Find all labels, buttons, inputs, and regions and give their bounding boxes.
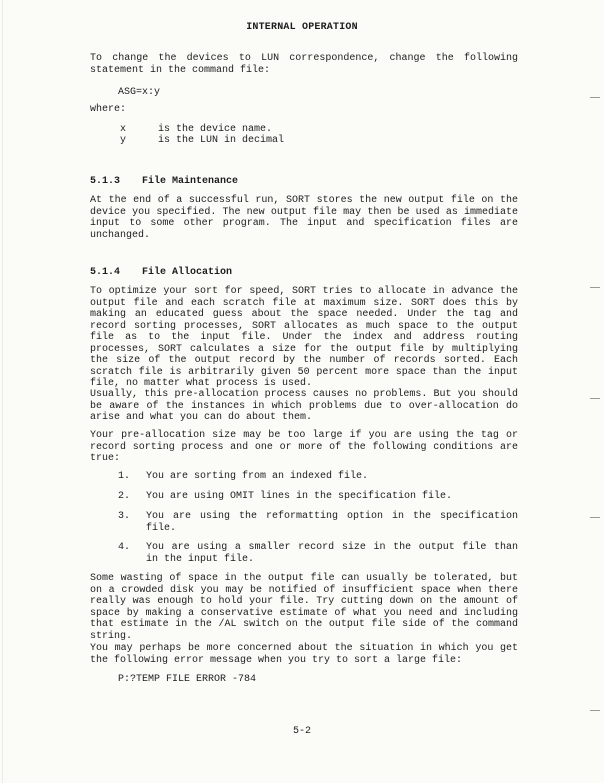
section-514-paragraph-4: Some wasting of space in the output file can usually be tolerated, but on a crowded disk you may be notified of insufficient space when there really was enough to hold your file. Try cutting down on the amount of space by making a conservative estimate of what you need and including that estimate in the /AL switch on the output file side of the command string. bbox=[90, 573, 518, 642]
section-514-paragraph-1: To optimize your sort for speed, SORT tries to allocate in advance the output file and each scratch file at maximum size. SORT does this by making an educated guess about the space needed. Under the tag and record sorting processes, SORT allocates as much space to the output file as to the input file. Under the index and address routing processes, SORT calculates a size for the output file by multiplying the size of the output record by the number of records sorted. Each scratch file is arbitrarily given 50 percent more space than the input file, no matter what process is used. bbox=[90, 286, 518, 389]
section-514-paragraph-3: Your pre-allocation size may be too large if you are using the tag or record sorting process and one or more of the following conditions are true: bbox=[90, 430, 518, 464]
where-label: where: bbox=[90, 104, 127, 115]
section-title: File Allocation bbox=[142, 267, 233, 278]
margin-mark bbox=[590, 398, 600, 399]
margin-mark bbox=[590, 287, 600, 288]
list-item-text: You are using a smaller record size in the output file than in the input file. bbox=[146, 542, 518, 565]
margin-mark bbox=[590, 97, 600, 98]
command-line: ASG=x:y bbox=[118, 87, 161, 98]
section-514-paragraph-5: You may perhaps be more concerned about the situation in which you get the following error message when you try to sort a large file: bbox=[90, 643, 518, 666]
definition-key: y bbox=[120, 135, 127, 146]
definition-key: x bbox=[120, 124, 127, 135]
section-514-paragraph-2: Usually, this pre-allocation process causes no problems. But you should be aware of the instances in which problems due to over-allocation do arise and what you can do about them. bbox=[90, 389, 518, 423]
section-513-paragraph: At the end of a successful run, SORT stores the new output file on the device you specified. The new output file may then be used as immediate input to some other program. The input and specification files are unchanged. bbox=[90, 195, 518, 241]
section-title: File Maintenance bbox=[142, 176, 239, 187]
definition-value: is the LUN in decimal bbox=[158, 135, 285, 146]
list-item-number: 1. bbox=[118, 471, 131, 482]
page-number: 5-2 bbox=[292, 726, 311, 737]
intro-paragraph: To change the devices to LUN correspondence, change the following statement in the command file: bbox=[90, 53, 518, 76]
list-item-number: 2. bbox=[118, 491, 131, 502]
list-item-text: You are using the reformatting option in the specification file. bbox=[146, 511, 518, 534]
error-message: P:?TEMP FILE ERROR -784 bbox=[118, 674, 257, 685]
section-number: 5.1.4 bbox=[90, 267, 121, 278]
definition-value: is the device name. bbox=[158, 124, 273, 135]
list-item-number: 4. bbox=[118, 542, 131, 553]
list-item-text: You are sorting from an indexed file. bbox=[146, 471, 369, 482]
list-item-number: 3. bbox=[118, 511, 131, 522]
margin-mark bbox=[590, 517, 600, 518]
section-heading-513 bbox=[90, 176, 518, 188]
page-title: INTERNAL OPERATION bbox=[246, 22, 358, 33]
scan-edge bbox=[2, 0, 3, 783]
list-item-text: You are using OMIT lines in the specification file. bbox=[146, 491, 453, 502]
margin-mark bbox=[590, 710, 600, 711]
section-heading-514 bbox=[90, 267, 518, 279]
section-number: 5.1.3 bbox=[90, 176, 121, 187]
